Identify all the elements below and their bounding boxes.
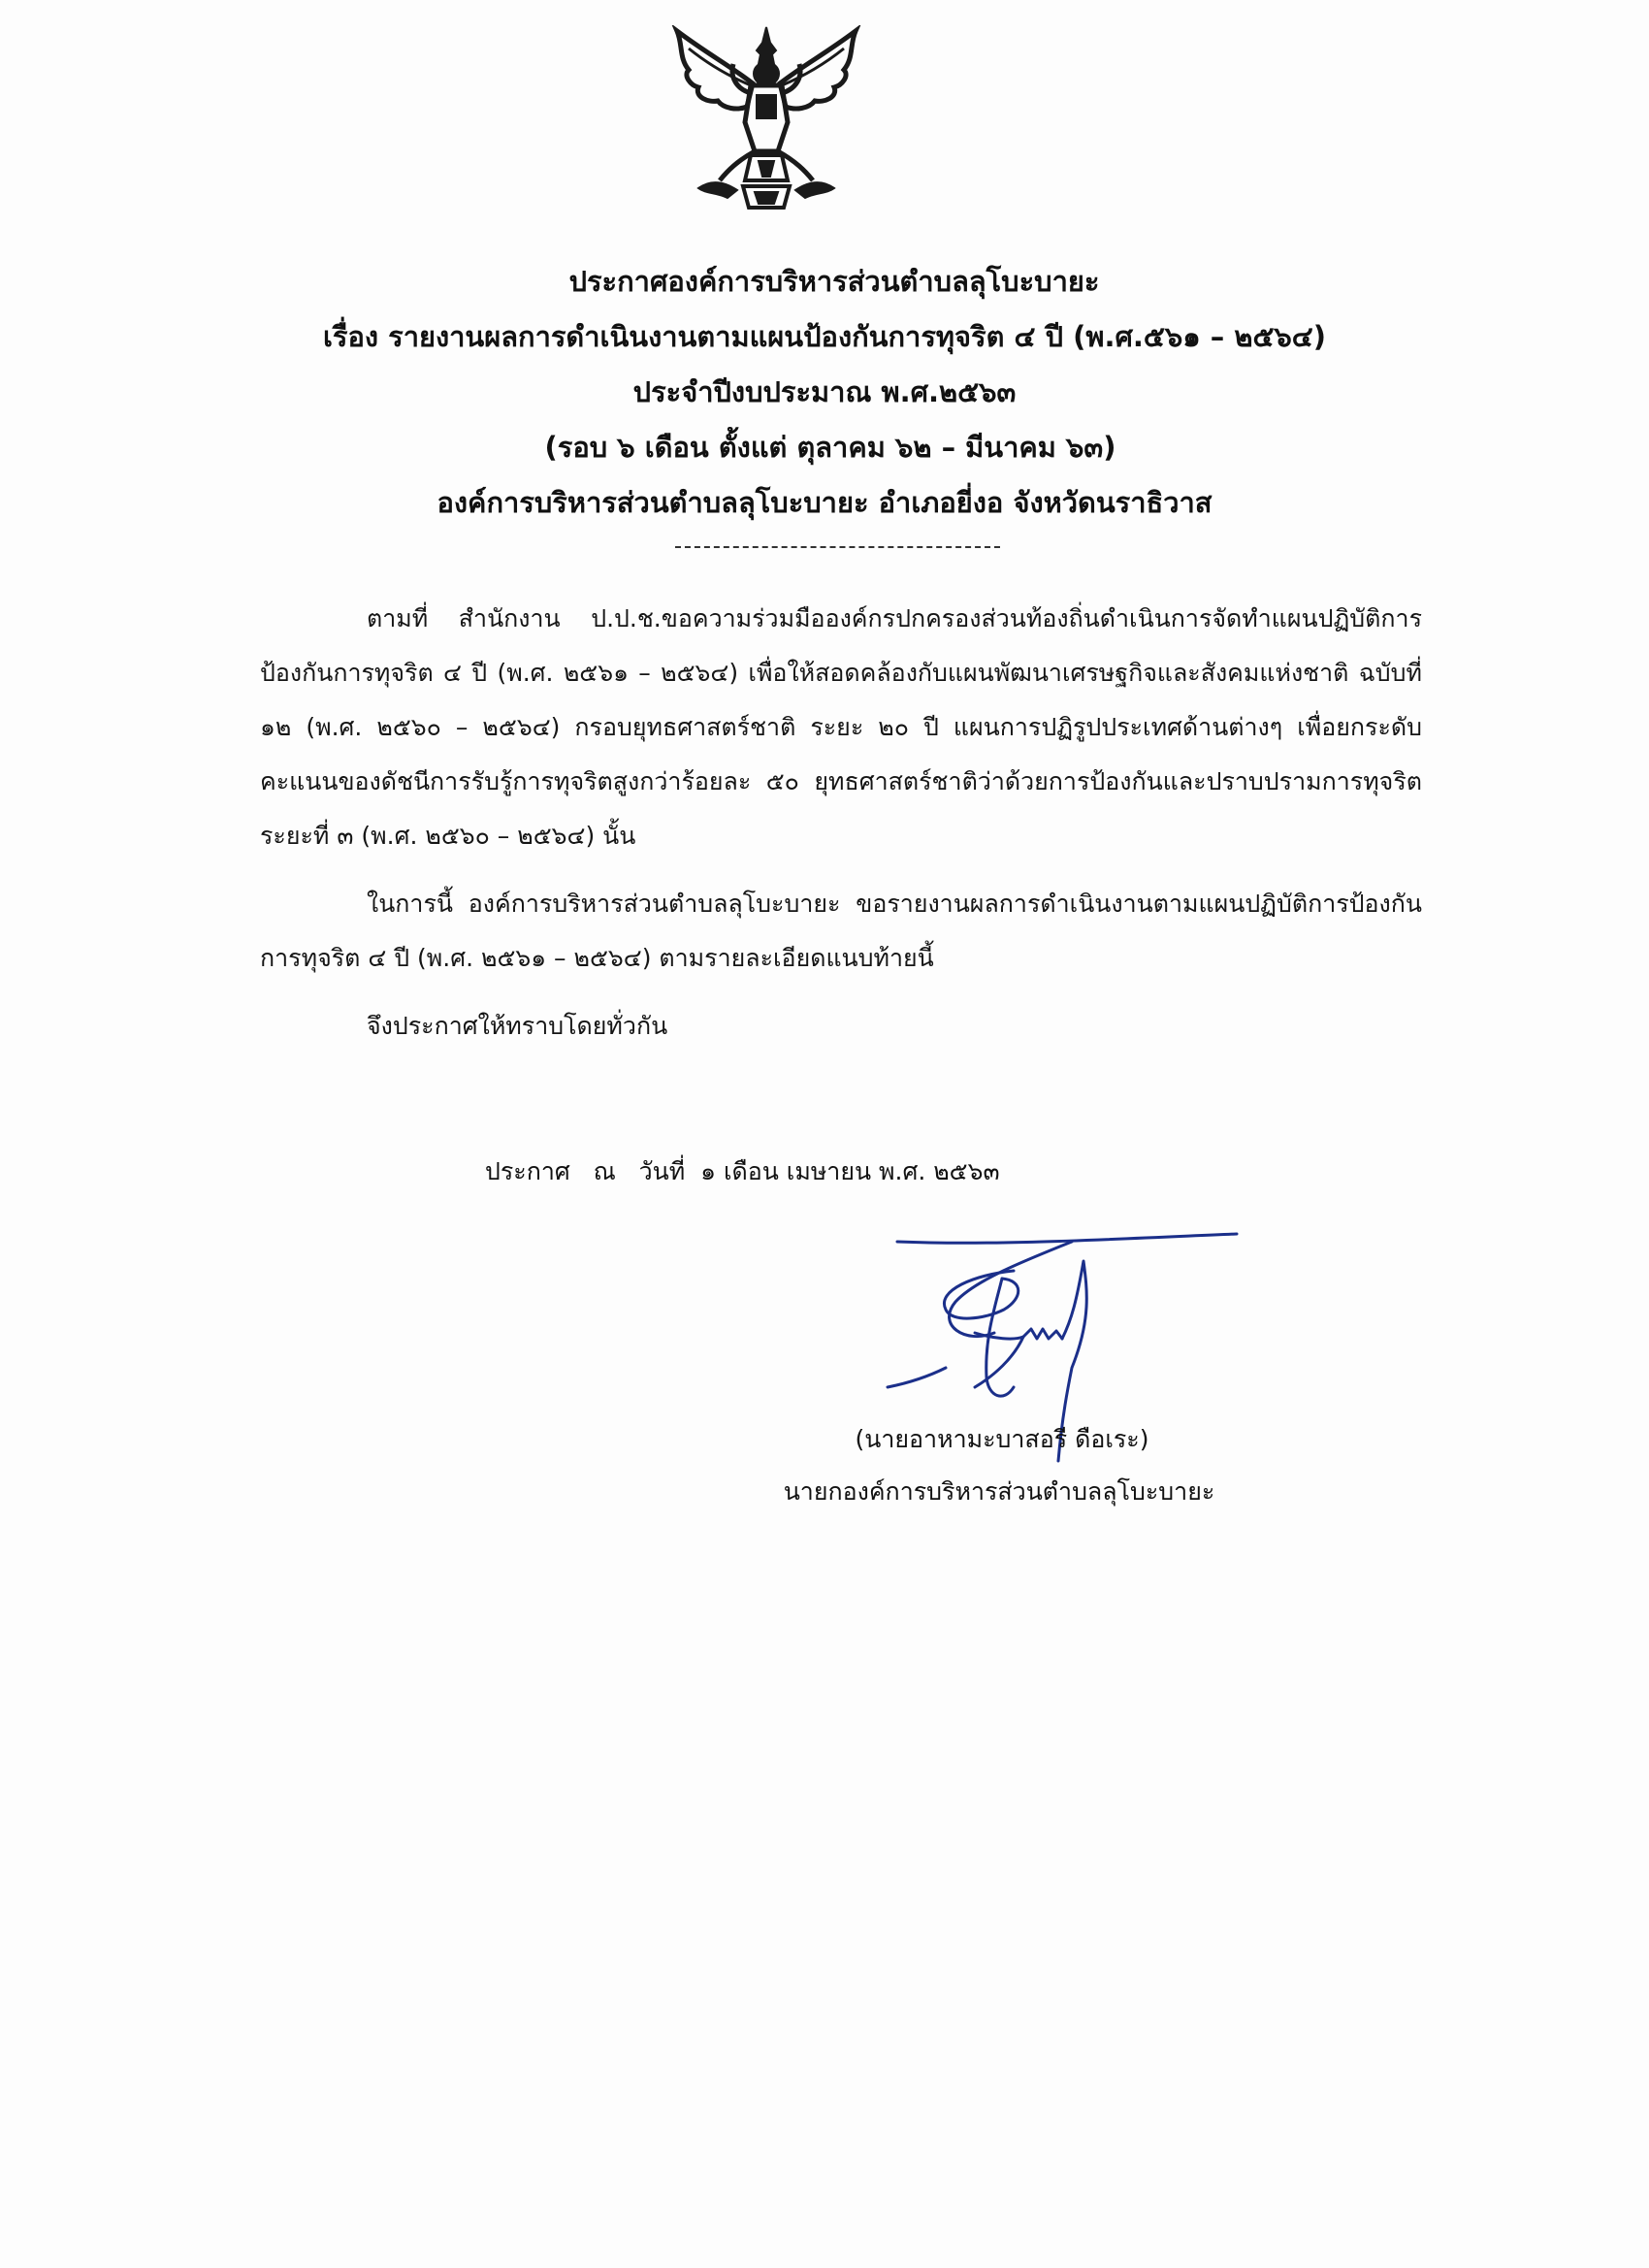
document-title (0, 254, 1649, 531)
title-line-3: ประจำปีงบประมาณ พ.ศ.๒๕๖๓ (632, 375, 1017, 408)
paragraph-report: ในการนี้ องค์การบริหารส่วนตำบลลุโบะบายะ ขอรายงานผลการดำเนินงานตามแผนปฏิบัติการป้องกันการทุจริต ๔ ปี (พ.ศ. ๒๕๖๑ – ๒๕๖๔) ตามรายละเอียดแนบท้ายนี้ (260, 890, 1422, 972)
signatory-name: (นายอาหามะบาสอรี ดือเระ) (855, 1425, 1149, 1453)
title-line-4: (รอบ ๖ เดือน ตั้งแต่ ตุลาคม ๖๒ – มีนาคม ๖๓) (544, 431, 1116, 464)
title-line-5: องค์การบริหารส่วนตำบลลุโบะบายะ อำเภอยี่งอ จังหวัดนราธิวาส (436, 486, 1212, 519)
title-line-1: ประกาศองค์การบริหารส่วนตำบลลุโบะบายะ (568, 265, 1100, 298)
title-line-2: เรื่อง รายงานผลการดำเนินงานตามแผนป้องกันการทุจริต ๔ ปี (พ.ศ.๕๖๑ – ๒๕๖๔) (322, 320, 1327, 353)
announcement-date: ประกาศ ณ วันที่ ๑ เดือน เมษายน พ.ศ. ๒๕๖๓ (485, 1157, 1000, 1185)
paragraph-closing: จึงประกาศให้ทราบโดยทั่วกัน (367, 1012, 668, 1040)
signatory-position: นายกองค์การบริหารส่วนตำบลลุโบะบายะ (783, 1477, 1215, 1506)
title-divider (675, 546, 1000, 548)
garuda-emblem-icon (669, 25, 863, 211)
document-body (260, 592, 1422, 1053)
paragraph-background: ตามที่ สำนักงาน ป.ป.ช.ขอความร่วมมือองค์กรปกครองส่วนท้องถิ่นดำเนินการจัดทำแผนปฏิบัติการป้องกันการทุจริต ๔ ปี (พ.ศ. ๒๕๖๑ – ๒๕๖๔) เพื่อให้สอดคล้องกับแผนพัฒนาเศรษฐกิจและสังคมแห่งชาติ ฉบับที่ ๑๒ (พ.ศ. ๒๕๖๐ – ๒๕๖๔) กรอบยุทธศาสตร์ชาติ ระยะ ๒๐ ปี แผนการปฏิรูปประเทศด้านต่างๆ เพื่อยกระดับคะแนนของดัชนีการรับรู้การทุจริตสูงกว่าร้อยละ ๕๐ ยุทธศาสตร์ชาติว่าด้วยการป้องกันและปราบปรามการทุจริต ระยะที่ ๓ (พ.ศ. ๒๕๖๐ – ๒๕๖๔) นั้น (260, 604, 1422, 850)
